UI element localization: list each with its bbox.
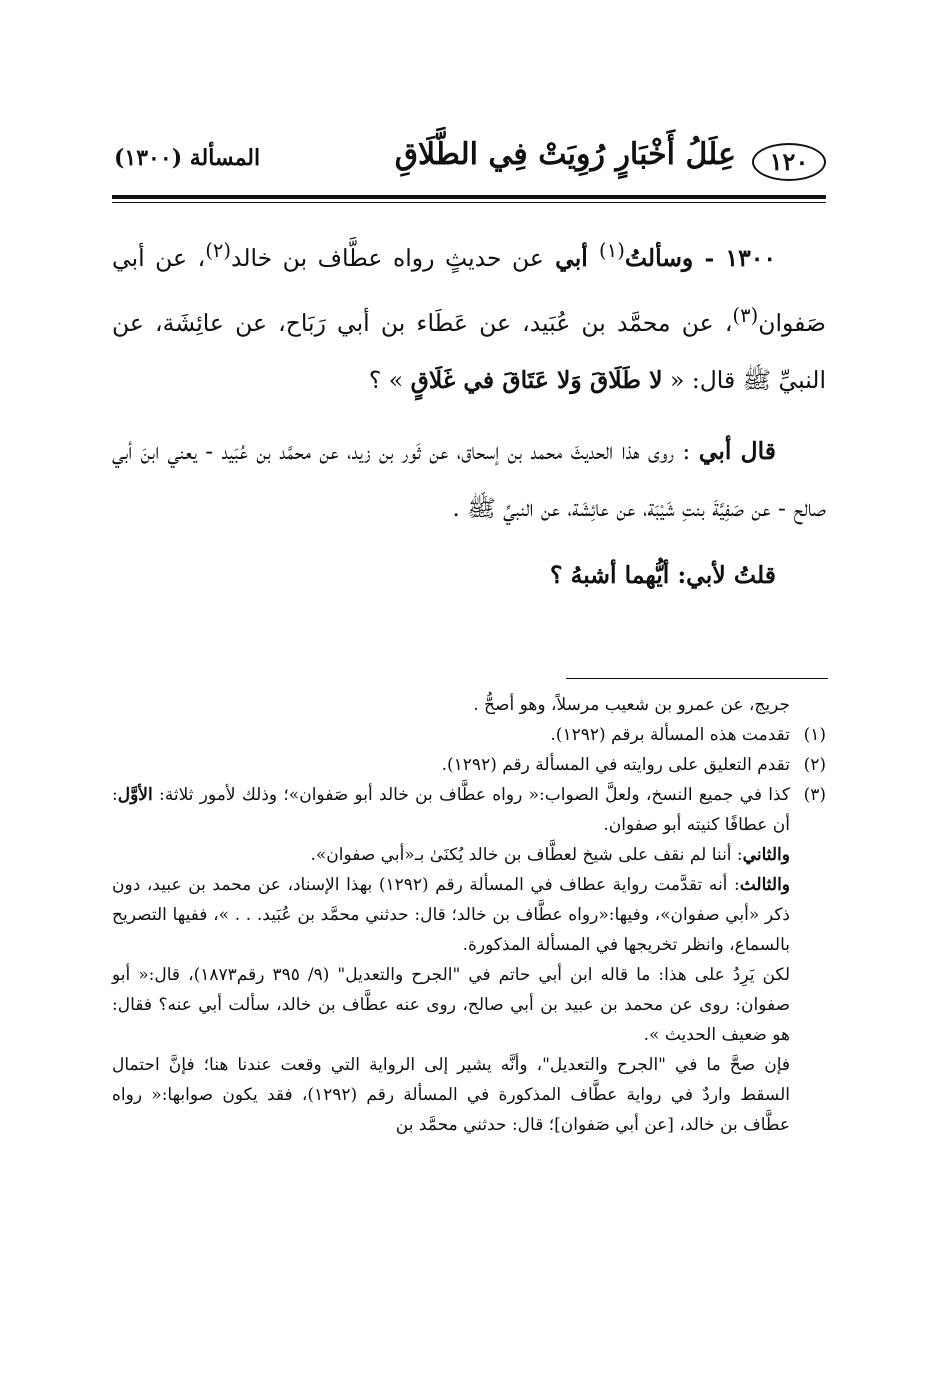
question-paragraph [112,222,826,409]
reason-second-text: : أننا لم نقف على شيخ لعطَّاف بن خالد يُكنَىٰ بـ«أبي صفوان». [310,845,743,865]
question-text-b: ، عن أبي صَفوان [112,243,826,337]
hadith-text: لا طَلَاقَ وَلا عَتَاقَ في غَلَاقٍ [410,365,663,394]
footnote-separator [566,678,828,679]
answer-lead: قال أبي [698,436,776,465]
reason-third-label: والثالث [739,875,790,895]
issue-number: ١٣٠٠ - [693,243,776,272]
followup-question: قلتُ لأبي: أيُّهما أشبهُ ؟ [549,560,776,589]
page-header [112,135,826,191]
footnote-1-text: تقدمت هذه المسألة برقم (١٢٩٢). [550,725,790,745]
footnote-ref-3: (٣) [732,303,759,327]
reason-first-label: الأوَّل [117,785,153,805]
footnote-3 [112,780,826,1140]
footnote-3-second [112,840,790,870]
footnote-3-intro-text: كذا في جميع النسخ، ولعلَّ الصواب:« رواه عطَّاف بن خالد أبو صَفوان»؛ وذلك لأمور ثلاثة: [152,785,790,805]
footnote-2-text: تقدم التعليق على روايته في المسألة رقم (١٢٩٢). [441,755,790,775]
page-number-badge: ١٢٠ [752,143,826,181]
running-issue-number: المسألة (١٣٠٠) [114,145,261,171]
footnote-ref-1: (١) [599,239,625,262]
footnote-1-number: (١) [803,725,826,745]
footnote-3-objection: لكن يَرِدُ على هذا: ما قاله ابن أبي حاتم في "الجرح والتعديل" (٩/ ٣٩٥ رقم١٨٧٣)، قال:« أبو صفوان: روى عن محمد بن عبيد بن أبي صالح، روى عنه عطَّاف بن خالد، سألت أبي عنه؟ فقال: هو ضعيف الحديث ». [112,965,790,1045]
footnote-ref-2: (٢) [205,239,231,262]
header-rule-thin [112,202,826,203]
reason-second-label: والثاني [742,845,790,865]
footnote-2 [112,750,826,780]
answer-paragraph [112,423,826,537]
main-text [112,222,826,604]
reason-first-text: : أن عطافًا كنيته أبو صفوان. [112,785,790,835]
answer-text: : روى هذا الحديثَ محمد بن إسحاق، عن ثَور بن زيد، عن محمَّد بن عُبَيد - يعني ابنَ أبي صالح - عن صَفِيَّةَ بنتِ شَيْبَة، عن عائِشَة، عن النبيِّ ﷺ . [112,436,826,522]
footnote-3-conclusion: فإن صحَّ ما في "الجرح والتعديل"، وأنَّه يشير إلى الرواية التي وقعت عندنا هنا؛ فإنَّ احتمال السقط واردٌ في رواية عطَّاف المذكورة في المسألة رقم (١٢٩٢)، فقد يكون صوابها:« رواه عطَّاف بن خالد، [عن أبي صَفوان]؛ قال: حدثني محمَّد بن [112,1055,791,1135]
father-word: أبي [543,243,600,272]
header-rule-thick [112,195,826,199]
reason-third-text: : أنه تقدَّمت رواية عطاف في المسألة رقم (١٢٩٢) بهذا الإسناد، عن محمد بن عبيد، دون ذكر «أبي صفوان»، وفيها:«رواه عطَّاف بن خالد؛ قال: حدثني محمَّد بن عُبَيد. . . »، ففيها التصريح بالسماع، وانظر تخريجها في المسألة المذكورة. [112,875,790,955]
footnote-3-intro [112,780,790,840]
footnote-carryover: جريج، عن عمرو بن شعيب مرسلاً، وهو أصحُّ . [473,695,790,715]
question-end: » ؟ [368,365,411,394]
footnotes [112,690,826,1140]
footnote-3-number: (٣) [803,785,826,805]
footnote-3-third [112,870,790,960]
footnote-1 [112,720,826,750]
question-text-a: عن حديثٍ رواه عطَّاف بن خالد [230,243,544,272]
running-book-title: عِلَلُ أَخْبَارٍ رُوِيَتْ فِي الطَّلَاقِ [394,137,736,172]
question-lead: وسألتُ [624,243,694,272]
footnote-2-number: (٢) [803,755,826,775]
question-text-c: ، عن محمَّد بن عُبَيد، عن عَطَاء بن أبي رَبَاح، عن عائِشَة، عن النبيِّ ﷺ قال: « [112,308,826,394]
footnote-3-body [112,780,790,1140]
